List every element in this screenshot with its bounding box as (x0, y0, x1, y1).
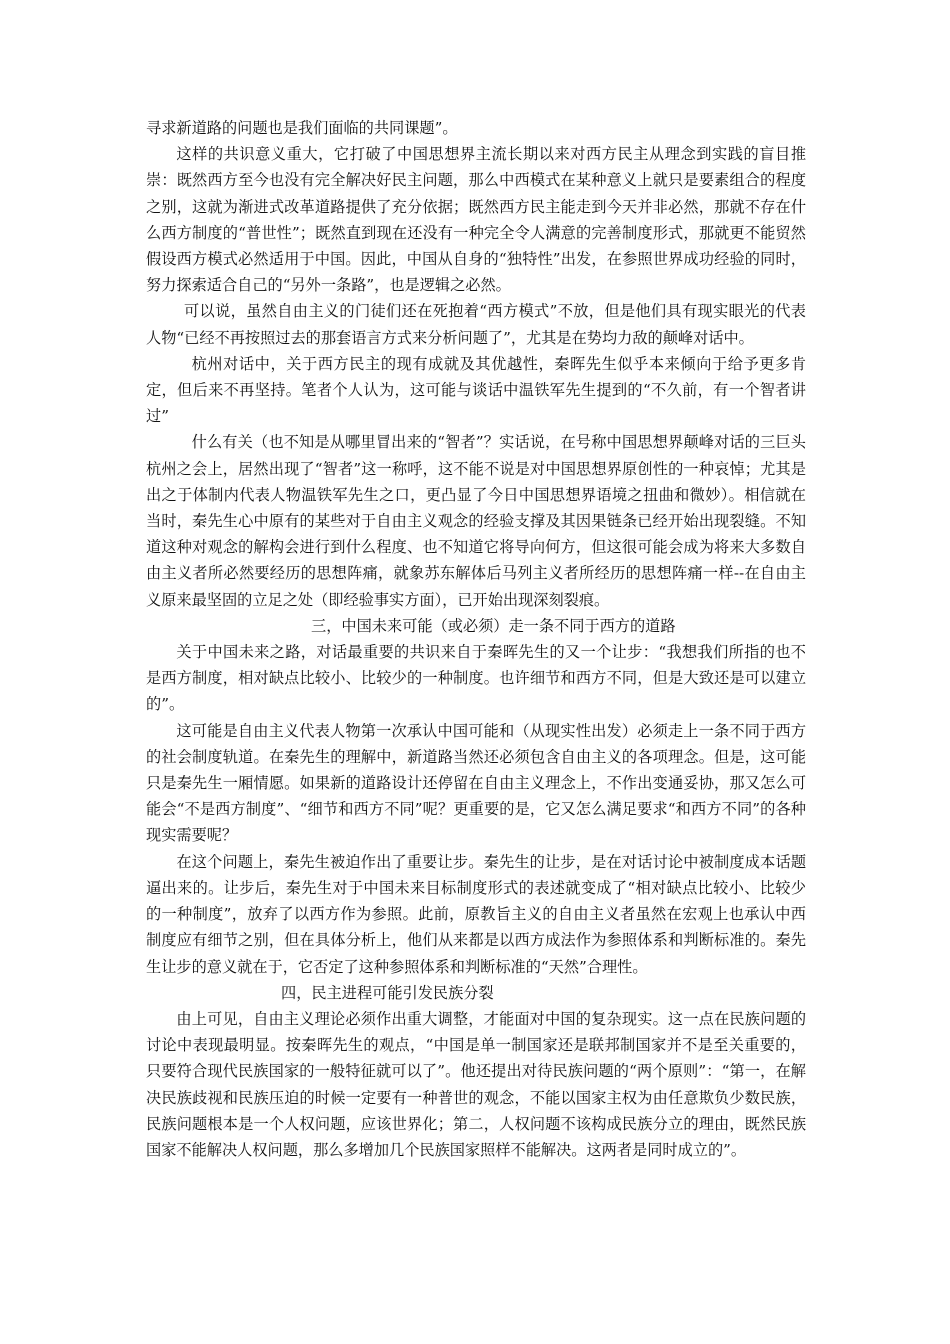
paragraph-liberal-representatives: 可以说，虽然自由主义的门徒们还在死抱着“西方模式”不放，但是他们具有现实眼光的代表人物“已经不再按照过去的那套语言方式来分析问题了”，尤其是在势均力敌的颠峰对话中。 (146, 302, 806, 347)
section3-paragraph: 这可能是自由主义代表人物第一次承认中国可能和（从现实性出发）必须走上一条不同于西方的社会制度轨道。在秦先生的理解中，新道路当然还必须包含自由主义的各项理念。但是，这可能只是秦先生一厢情愿。如果新的道路设计还停留在自由主义理念上，不作出变通妥协，那又怎么可能会“不是西方制度”、“细节和西方不同”呢？更重要的是，它又怎么满足要求“和西方不同”的各种现实需要呢？ (146, 721, 806, 845)
paragraph-continuation: 寻求新道路的问题也是我们面临的共同课题”。 (146, 119, 458, 137)
section3-paragraph: 关于中国未来之路，对话最重要的共识来自于秦晖先生的又一个让步：“我想我们所指的也不是西方制度，相对缺点比较小、比较少的一种制度。也许细节和西方不同，但是大致还是可以建立的”。 (146, 643, 806, 714)
section3-paragraph: 在这个问题上，秦先生被迫作出了重要让步。秦先生的让步，是在对话讨论中被制度成本话题逼出来的。让步后，秦先生对于中国未来目标制度形式的表述就变成了“相对缺点比较小、比较少的一种制度”，放弃了以西方作为参照。此前，原教旨主义的自由主义者虽然在宏观上也承认中西制度应有细节之别，但在具体分析上，他们从来都是以西方成法作为参照体系和判断标准的。秦先生让步的意义就在于，它否定了这种参照体系和判断标准的“天然”合理性。 (146, 852, 806, 976)
section-heading-three: 三，中国未来可能（或必须）走一条不同于西方的道路 (311, 616, 676, 635)
paragraph-hangzhou-dialogue: 杭州对话中，关于西方民主的现有成就及其优越性，秦晖先生似乎本来倾向于给予更多肯定，但后来不再坚持。笔者个人认为，这可能与谈话中温铁军先生提到的“不久前，有一个智者讲过” (146, 354, 806, 426)
section4-paragraph: 由上可见，自由主义理论必须作出重大调整，才能面对中国的复杂现实。这一点在民族问题的讨论中表现最明显。按秦晖先生的观点，“中国是单一制国家还是联邦制国家并不是至关重要的，只要符合现代民族国家的一般特征就可以了”。他还提出对待民族问题的“两个原则”：“第一，在解决民族歧视和民族压迫的时候一定要有一种普世的观念，不能以国家主权为由任意欺负少数民族，民族问题根本是一个人权问题，应该世界化；第二，人权问题不该构成民族分立的理由，既然民族国家不能解决人权问题，那么多增加几个民族国家照样不能解决。这两者是同时成立的”。 (146, 1009, 806, 1159)
paragraph-wise-man: 什么有关（也不知是从哪里冒出来的“智者”？实话说，在号称中国思想界颠峰对话的三巨头杭州之会上，居然出现了“智者”这一称呼，这不能不说是对中国思想界原创性的一种哀悼；尤其是出之于体制内代表人物温铁军先生之口，更凸显了今日中国思想界语境之扭曲和微妙）。相信就在当时，秦先生心中原有的某些对于自由主义观念的经验支撑及其因果链条已经开始出现裂缝。不知道这种对观念的解构会进行到什么程度、也不知道它将导向何方，但这很可能会成为将来大多数自由主义者所必然要经历的思想阵痛，就象苏东解体后马列主义者所经历的思想阵痛一样--在自由主义原来最坚固的立足之处（即经验事实方面），已开始出现深刻裂痕。 (146, 433, 806, 609)
paragraph-consensus: 这样的共识意义重大，它打破了中国思想界主流长期以来对西方民主从理念到实践的盲目推崇：既然西方至今也没有完全解决好民主问题，那么中西模式在某种意义上就只是要素组合的程度之别，这就为渐进式改革道路提供了充分依据；既然西方民主能走到今天并非必然，那就不存在什么西方制度的“普世性”；既然直到现在还没有一种完全令人满意的完善制度形式，那就更不能贸然假设西方模式必然适用于中国。因此，中国从自身的“独特性”出发，在参照世界成功经验的同时，努力探索适合自己的“另外一条路”，也是逻辑之必然。 (146, 145, 806, 295)
section-heading-four: 四，民主进程可能引发民族分裂 (281, 983, 494, 1002)
document-body (146, 115, 806, 1163)
